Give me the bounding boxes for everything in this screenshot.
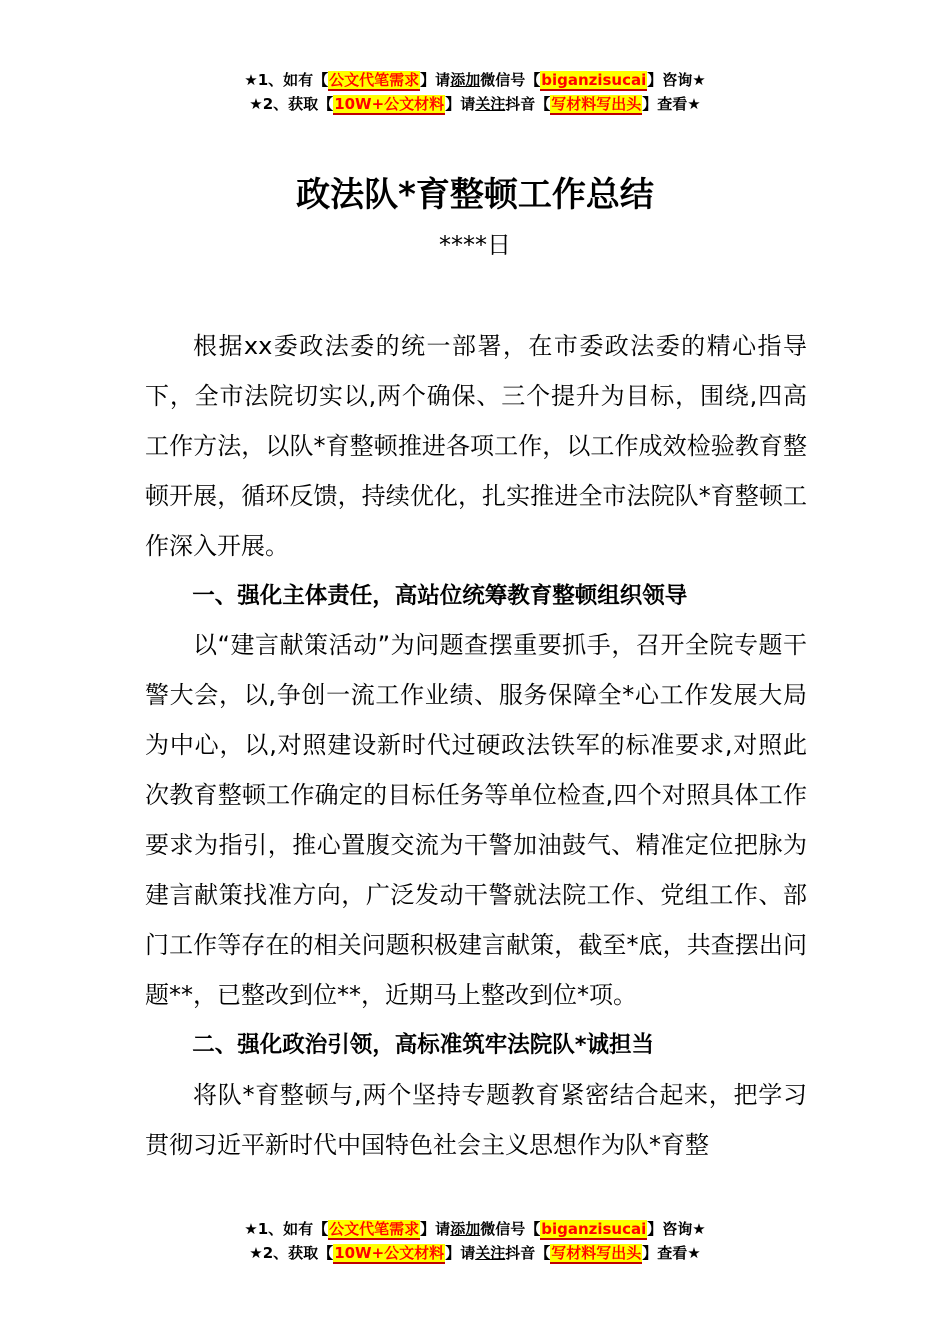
highlight-service: 公文代笔需求 bbox=[329, 71, 420, 89]
document-body bbox=[145, 322, 807, 1170]
intro-paragraph: 根据xx委政法委的统一部署，在市委政法委的精心指导下，全市法院切实以,两个确保、三个提升为目标，围绕,四高工作方法，以队*育整顿推进各项工作，以工作成效检验教育整顿开展，循环反馈，持续优化，扎实推进全市法院队*育整顿工作深入开展。 bbox=[145, 332, 807, 560]
section-heading-1: 一、强化主体责任，高站位统筹教育整顿组织领导 bbox=[192, 582, 688, 609]
highlight-materials: 10W+公文材料 bbox=[334, 1244, 445, 1262]
document-date: ****日 bbox=[439, 231, 511, 259]
banner-line-2: ★2、获取【10W+公文材料】请关注抖音【写材料写出头】查看★ bbox=[249, 95, 701, 113]
section-heading-2: 二、强化政治引领，高标准筑牢法院队*诚担当 bbox=[192, 1031, 655, 1058]
banner-line-1: ★1、如有【公文代笔需求】请添加微信号【biganzisucai】咨询★ bbox=[244, 71, 706, 89]
banner-line-2: ★2、获取【10W+公文材料】请关注抖音【写材料写出头】查看★ bbox=[249, 1244, 701, 1262]
banner-line-1: ★1、如有【公文代笔需求】请添加微信号【biganzisucai】咨询★ bbox=[244, 1220, 706, 1238]
highlight-douyin: 写材料写出头 bbox=[551, 1244, 642, 1262]
highlight-wechat-id: biganzisucai bbox=[541, 71, 647, 89]
section-paragraph-2: 将队*育整顿与,两个坚持专题教育紧密结合起来，把学习贯彻习近平新时代中国特色社会主义思想作为队*育整 bbox=[145, 1080, 807, 1159]
header-banner bbox=[0, 68, 950, 116]
highlight-douyin: 写材料写出头 bbox=[551, 95, 642, 113]
highlight-materials: 10W+公文材料 bbox=[334, 95, 445, 113]
highlight-service: 公文代笔需求 bbox=[329, 1220, 420, 1238]
footer-banner bbox=[0, 1217, 950, 1265]
document-title: 政法队*育整顿工作总结 bbox=[296, 175, 654, 215]
highlight-wechat-id: biganzisucai bbox=[541, 1220, 647, 1238]
section-paragraph-1: 以“建言献策活动”为问题查摆重要抓手，召开全院专题干警大会，以,争创一流工作业绩、服务保障全*心工作发展大局为中心，以,对照建设新时代过硬政法铁军的标准要求,对照此次教育整顿工作确定的目标任务等单位检查,四个对照具体工作要求为指引，推心置腹交流为干警加油鼓气、精准定位把脉为建言献策找准方向，广泛发动干警就法院工作、党组工作、部门工作等存在的相关问题积极建言献策，截至*底，共查摆出问题**，已整改到位**，近期马上整改到位*项。 bbox=[145, 631, 807, 1009]
